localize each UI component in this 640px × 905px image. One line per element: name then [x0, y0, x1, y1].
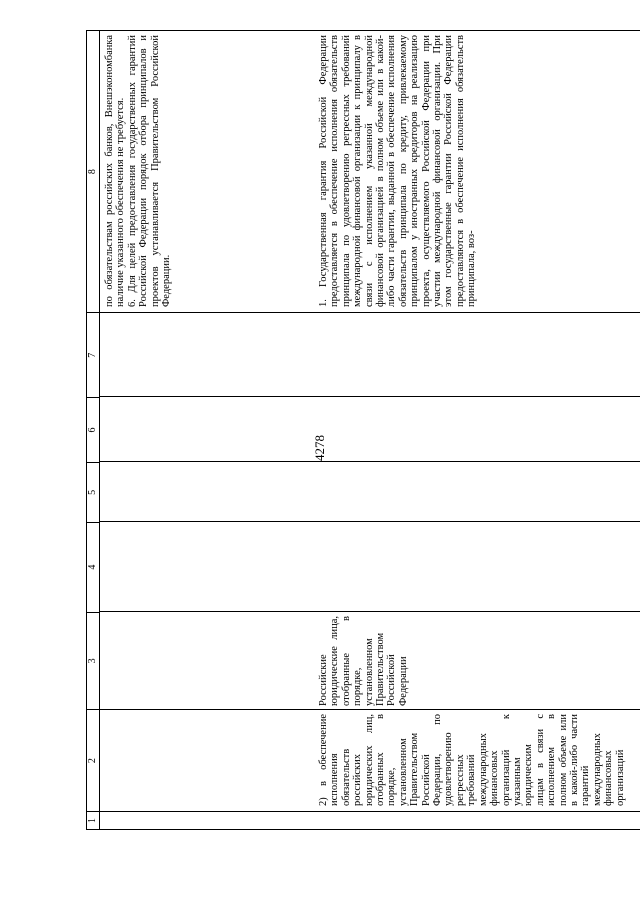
column-header-7: 7 [87, 312, 99, 397]
column-header-1: 1 [87, 811, 99, 829]
column-number-row [86, 30, 100, 830]
row2-guarantee-purpose: 2) в обеспечение исполнения обязательств российских юридических лиц, отобранных в порядке, установленном Правительством Российской Федерации, по удовлетворению регрессных требований международных финансовых организаций к указанным юридическим лицам в связи с исполнением в полном объеме или в какой-либо части гарантий международных финансовых организаций [318, 714, 626, 806]
column-header-8: 8 [87, 169, 98, 175]
continuation-text-col8: по обязательствам российских банков, Внешэкономбанка наличие указанного обеспечения не требуется. 6. Для целей предоставления государственных гарантий Российской Федерации порядок отбора принципалов и проектов устанавливается Правительством Российской Федерации. [104, 35, 173, 307]
column-border [100, 811, 640, 812]
column-header-2: 2 [87, 709, 99, 811]
column-border [100, 312, 640, 313]
rotated-table-wrapper [86, 30, 640, 830]
page-number: 4278 [312, 435, 327, 461]
column-border [100, 30, 640, 31]
column-border [100, 611, 640, 612]
guarantee-table [86, 30, 640, 830]
column-border [100, 829, 640, 830]
row2-conditions-text: 1. Государственная гарантия Российской Федерации предоставляется в обеспечение исполнения обязательств принципала по удовлетворению регрессных требований международной финансовой организации к принципалу в связи с исполнением указанной международной финансовой организацией в полном объеме или в какой-либо части гарантии, выданной в обеспечение исполнения обязательств принципала по кредиту, привлекаемому принципалом у иностранных кредиторов на реализацию проекта, осуществляемого Российской Федерации при участии международной финансовой организации. При этом государственные гарантии Российской Федерации предоставляются в обеспечение исполнения обязательств принципала, воз- [318, 35, 478, 307]
column-border [100, 461, 640, 462]
column-border [100, 521, 640, 522]
column-border [100, 709, 640, 710]
column-header-4: 4 [87, 522, 99, 612]
column-header-6: 6 [87, 397, 99, 462]
row2-principal-category: Российские юридические лица, отобранные в порядке, установленном Правительством Российской Федерации [318, 616, 409, 706]
column-header-3: 3 [87, 612, 99, 710]
column-header-5: 5 [87, 462, 99, 522]
column-border [100, 396, 640, 397]
